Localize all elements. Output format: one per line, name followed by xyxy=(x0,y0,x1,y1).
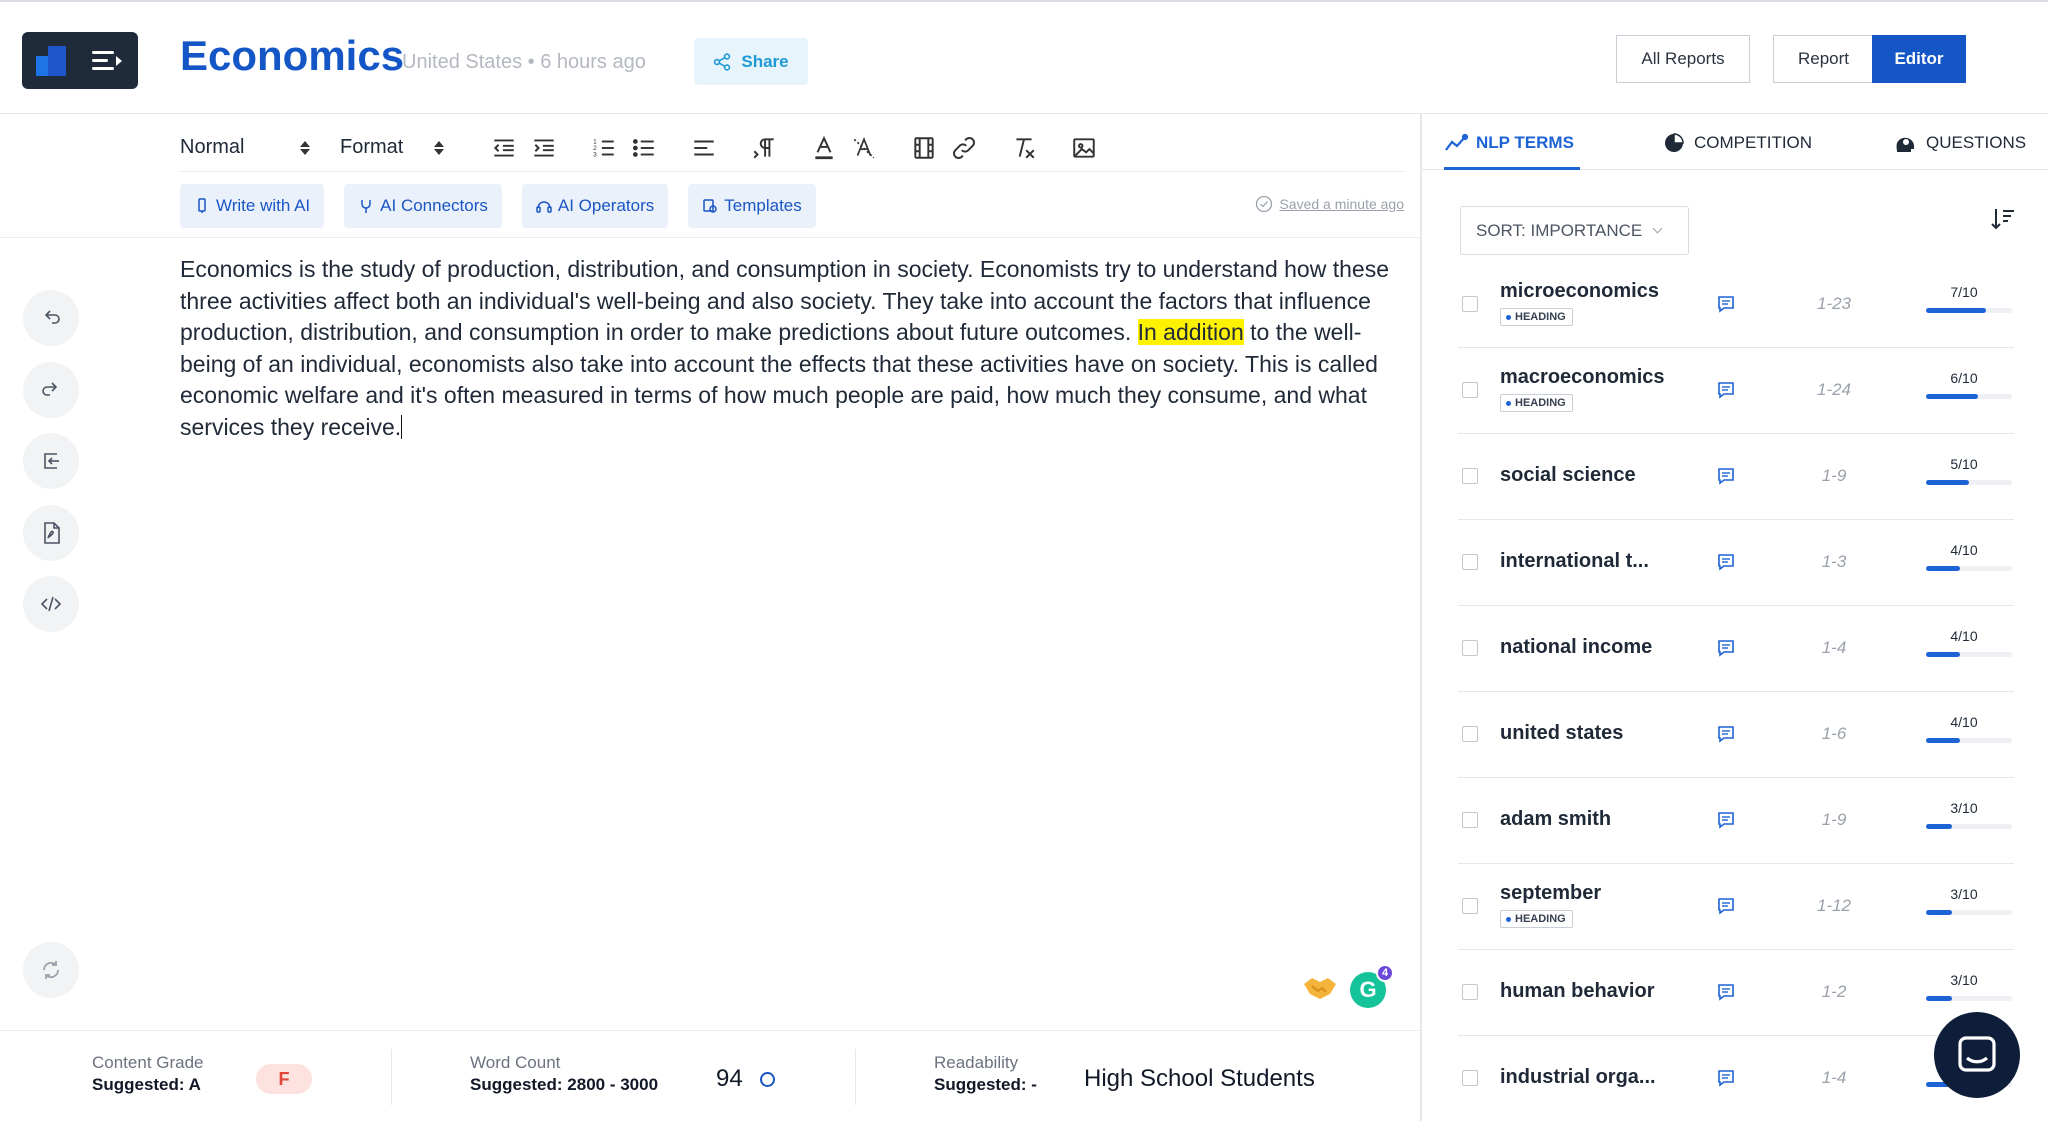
tab-questions-label: QUESTIONS xyxy=(1926,133,2027,152)
footer-divider xyxy=(391,1049,392,1105)
write-with-ai-label: Write with AI xyxy=(216,196,311,215)
grammarly-icon: G xyxy=(1359,977,1377,1002)
comment-icon[interactable] xyxy=(1716,638,1736,658)
chevron-down-icon xyxy=(1653,224,1663,234)
term-importance-fill xyxy=(1926,738,1960,743)
sort-label: SORT: IMPORTANCE xyxy=(1476,220,1643,240)
clear-format-icon[interactable] xyxy=(1004,128,1044,168)
footer-divider xyxy=(855,1049,856,1105)
page-meta xyxy=(402,51,646,74)
heading-tag-label: HEADING xyxy=(1515,913,1566,925)
comment-icon[interactable] xyxy=(1716,294,1736,314)
term-range: 1-4 xyxy=(1821,1068,1847,1087)
sort-order-icon[interactable] xyxy=(1990,206,2016,232)
editor-button[interactable]: Editor xyxy=(1872,35,1966,83)
term-importance-fill xyxy=(1926,996,1952,1001)
term-range: 1-4 xyxy=(1821,638,1847,657)
term-importance-bar xyxy=(1926,480,2012,485)
tab-nlp-terms-label: NLP TERMS xyxy=(1476,133,1574,152)
term-score: 4/10 xyxy=(1950,628,1978,644)
paragraph-style-select[interactable] xyxy=(180,136,310,159)
ai-connectors-button[interactable] xyxy=(344,184,502,228)
readability-label: Readability xyxy=(934,1053,1019,1072)
logo-icon xyxy=(36,46,66,76)
saved-status-text: Saved a minute ago xyxy=(1279,196,1404,212)
nlp-term-row[interactable] xyxy=(1458,694,2014,778)
heading-tag xyxy=(1500,910,1573,928)
text-color-icon[interactable] xyxy=(804,128,844,168)
term-name: international t... xyxy=(1500,550,1649,572)
connector-icon xyxy=(358,198,374,214)
templates-button[interactable] xyxy=(688,184,815,228)
term-range: 1-23 xyxy=(1816,294,1852,313)
term-name: microeconomics xyxy=(1500,280,1659,302)
share-button[interactable] xyxy=(694,38,808,85)
panel-tabs xyxy=(1422,114,2048,170)
ai-operators-button[interactable] xyxy=(522,184,668,228)
term-score: 3/10 xyxy=(1950,972,1978,988)
operator-icon xyxy=(536,198,552,214)
term-name: september xyxy=(1500,882,1602,904)
nlp-term-row[interactable] xyxy=(1458,866,2014,950)
outdent-icon[interactable] xyxy=(484,128,524,168)
content-grade-suggested: Suggested: A xyxy=(92,1075,201,1094)
report-button[interactable]: Report xyxy=(1773,35,1873,83)
ai-tools-row xyxy=(180,183,1404,229)
term-checkbox[interactable] xyxy=(1462,382,1478,398)
term-name: united states xyxy=(1500,722,1624,744)
heading-dot-icon xyxy=(1506,917,1511,922)
heading-tag xyxy=(1500,308,1573,326)
term-checkbox[interactable] xyxy=(1462,296,1478,312)
select-arrows-icon xyxy=(434,141,444,155)
term-importance-fill xyxy=(1926,308,1986,313)
app-logo-menu-button[interactable] xyxy=(22,32,138,89)
nlp-term-row[interactable] xyxy=(1458,264,2014,348)
term-importance-bar xyxy=(1926,308,2012,313)
indent-icon[interactable] xyxy=(524,128,564,168)
tab-nlp-terms[interactable] xyxy=(1444,132,1574,154)
term-score: 3/10 xyxy=(1950,800,1978,816)
sort-dropdown[interactable] xyxy=(1460,206,1689,255)
share-icon xyxy=(713,53,731,71)
term-name: adam smith xyxy=(1500,808,1612,830)
align-icon[interactable] xyxy=(684,128,724,168)
content-grade-badge: F xyxy=(256,1064,312,1094)
undo-button[interactable] xyxy=(23,290,79,346)
word-count-suggested: Suggested: 2800 - 3000 xyxy=(470,1075,659,1094)
tab-competition[interactable] xyxy=(1662,132,1812,154)
comment-icon[interactable] xyxy=(1716,466,1736,486)
heading-tag-label: HEADING xyxy=(1515,397,1566,409)
term-range: 1-12 xyxy=(1816,896,1852,915)
term-name: macroeconomics xyxy=(1500,366,1665,388)
term-range: 1-9 xyxy=(1821,466,1847,485)
term-importance-fill xyxy=(1926,824,1952,829)
nlp-term-row[interactable] xyxy=(1458,1038,2014,1121)
handshake-icon[interactable] xyxy=(1302,972,1338,1002)
export-button[interactable] xyxy=(23,433,79,489)
editor-divider xyxy=(0,237,1420,238)
term-checkbox[interactable] xyxy=(1462,1070,1478,1086)
comment-icon[interactable] xyxy=(1716,982,1736,1002)
term-name: national income xyxy=(1500,636,1653,658)
grammarly-badge: 4 xyxy=(1376,964,1394,982)
active-tab-underline xyxy=(1444,167,1580,170)
chat-icon xyxy=(1956,1035,1998,1075)
info-icon[interactable] xyxy=(760,1072,775,1087)
share-label: Share xyxy=(741,51,789,71)
refresh-button[interactable] xyxy=(23,942,79,998)
highlight-icon[interactable] xyxy=(844,128,884,168)
term-name: human behavior xyxy=(1500,980,1655,1002)
format-select-value: Format xyxy=(340,136,404,158)
comment-icon[interactable] xyxy=(1716,724,1736,744)
heading-tag-label: HEADING xyxy=(1515,311,1566,323)
nlp-term-row[interactable] xyxy=(1458,952,2014,1036)
pdf-button[interactable] xyxy=(23,505,79,561)
term-checkbox[interactable] xyxy=(1462,468,1478,484)
term-checkbox[interactable] xyxy=(1462,898,1478,914)
tab-competition-label: COMPETITION xyxy=(1694,133,1813,152)
export-icon xyxy=(39,449,63,473)
comment-icon[interactable] xyxy=(1716,380,1736,400)
redo-icon xyxy=(39,378,63,402)
comment-icon[interactable] xyxy=(1716,1068,1736,1088)
heading-tag xyxy=(1500,394,1573,412)
head-question-icon xyxy=(1894,132,1918,154)
heading-dot-icon xyxy=(1506,401,1511,406)
nlp-term-row[interactable] xyxy=(1458,436,2014,520)
ai-connectors-label: AI Connectors xyxy=(380,196,488,215)
top-header xyxy=(0,0,2048,114)
undo-icon xyxy=(39,306,63,330)
term-score: 4/10 xyxy=(1950,714,1978,730)
term-importance-bar xyxy=(1926,652,2012,657)
nlp-term-row[interactable] xyxy=(1458,350,2014,434)
term-importance-fill xyxy=(1926,910,1952,915)
term-checkbox[interactable] xyxy=(1462,640,1478,656)
embed-code-button[interactable] xyxy=(23,576,79,632)
format-toolbar xyxy=(180,124,1404,172)
term-name: industrial orga... xyxy=(1500,1066,1656,1088)
format-select[interactable] xyxy=(340,136,444,159)
ordered-list-icon[interactable] xyxy=(584,128,624,168)
paragraph-text-start: Economics is the study of production, distribution, and consumption in society. Economists try to understand how these three activities affect both an individual's well-being and also society. They take into account the factors that influence production, distribution, and consumption in order to make predictions about future outcomes. xyxy=(180,256,1389,345)
text-caret xyxy=(401,415,402,439)
grammarly-button[interactable] xyxy=(1350,967,1389,1008)
menu-toggle-icon xyxy=(92,50,122,72)
refresh-icon xyxy=(39,958,63,982)
time-text: 6 hours ago xyxy=(540,51,646,73)
editor-content[interactable] xyxy=(180,254,1402,443)
bullet-list-icon[interactable] xyxy=(624,128,664,168)
paragraph-text-end: to the well-being of an individual, economists also take into account the effects that these activities have on society. This is called economic welfare and it's often measured in terms of how much people are paid, how much they consume, and what services they receive. xyxy=(180,319,1378,440)
readability-value: High School Students xyxy=(1084,1065,1315,1092)
link-icon[interactable] xyxy=(944,128,984,168)
pie-chart-icon xyxy=(1662,132,1686,154)
footer-stats xyxy=(0,1030,1420,1121)
heading-dot-icon xyxy=(1506,315,1511,320)
code-icon xyxy=(39,592,63,616)
content-grade-label: Content Grade xyxy=(92,1053,204,1072)
term-importance-fill xyxy=(1926,652,1960,657)
term-importance-bar xyxy=(1926,738,2012,743)
meta-separator: • xyxy=(527,51,535,73)
saved-status[interactable] xyxy=(1255,195,1404,213)
write-with-ai-button[interactable] xyxy=(180,184,324,228)
comment-icon[interactable] xyxy=(1716,896,1736,916)
trend-icon xyxy=(1444,132,1468,154)
term-score: 5/10 xyxy=(1950,456,1978,472)
nlp-term-row[interactable] xyxy=(1458,522,2014,606)
svg-text:2: 2 xyxy=(593,144,597,152)
comment-icon[interactable] xyxy=(1716,552,1736,572)
term-score: 3/10 xyxy=(1950,886,1978,902)
term-score: 7/10 xyxy=(1950,284,1978,300)
chat-launcher-button[interactable] xyxy=(1934,1012,2020,1098)
templates-label: Templates xyxy=(724,196,802,215)
term-importance-bar xyxy=(1926,394,2012,399)
term-importance-bar xyxy=(1926,824,2012,829)
term-importance-fill xyxy=(1926,480,1969,485)
term-range: 1-2 xyxy=(1821,982,1847,1001)
term-importance-fill xyxy=(1926,394,1978,399)
term-range: 1-24 xyxy=(1816,380,1852,399)
nlp-term-row[interactable] xyxy=(1458,608,2014,692)
image-icon[interactable] xyxy=(1064,128,1104,168)
term-importance-bar xyxy=(1926,996,2012,1001)
pdf-icon xyxy=(39,521,63,545)
word-count-value: 94 xyxy=(716,1065,743,1092)
word-count-label: Word Count xyxy=(470,1053,561,1072)
ai-operators-label: AI Operators xyxy=(557,196,655,215)
term-importance-bar xyxy=(1926,910,2012,915)
templates-icon xyxy=(702,198,718,214)
svg-text:3: 3 xyxy=(593,151,597,159)
select-arrows-icon xyxy=(300,141,310,155)
paragraph-style-value: Normal xyxy=(180,136,245,158)
term-checkbox[interactable] xyxy=(1462,812,1478,828)
location-text: United States xyxy=(402,51,523,73)
svg-text:1: 1 xyxy=(593,138,597,146)
comment-icon[interactable] xyxy=(1716,810,1736,830)
check-circle-icon xyxy=(1255,195,1273,213)
term-score: 4/10 xyxy=(1950,542,1978,558)
term-range: 1-6 xyxy=(1821,724,1847,743)
term-name: social science xyxy=(1500,464,1636,486)
tab-questions[interactable] xyxy=(1894,132,2026,154)
pen-icon xyxy=(194,198,210,214)
term-score: 6/10 xyxy=(1950,370,1978,386)
highlighted-phrase[interactable]: In addition xyxy=(1137,319,1244,345)
term-importance-fill xyxy=(1926,566,1960,571)
page-title: Economics xyxy=(180,32,405,79)
term-importance-bar xyxy=(1926,566,2012,571)
right-panel xyxy=(1420,114,2048,1121)
term-range: 1-9 xyxy=(1821,810,1847,829)
term-checkbox[interactable] xyxy=(1462,984,1478,1000)
term-range: 1-3 xyxy=(1821,552,1847,571)
term-checkbox[interactable] xyxy=(1462,554,1478,570)
readability-suggested: Suggested: - xyxy=(934,1075,1037,1094)
redo-button[interactable] xyxy=(23,362,79,418)
paragraph-direction-icon[interactable] xyxy=(744,128,784,168)
all-reports-button[interactable]: All Reports xyxy=(1616,35,1750,83)
nlp-term-row[interactable] xyxy=(1458,780,2014,864)
term-checkbox[interactable] xyxy=(1462,726,1478,742)
video-icon[interactable] xyxy=(904,128,944,168)
